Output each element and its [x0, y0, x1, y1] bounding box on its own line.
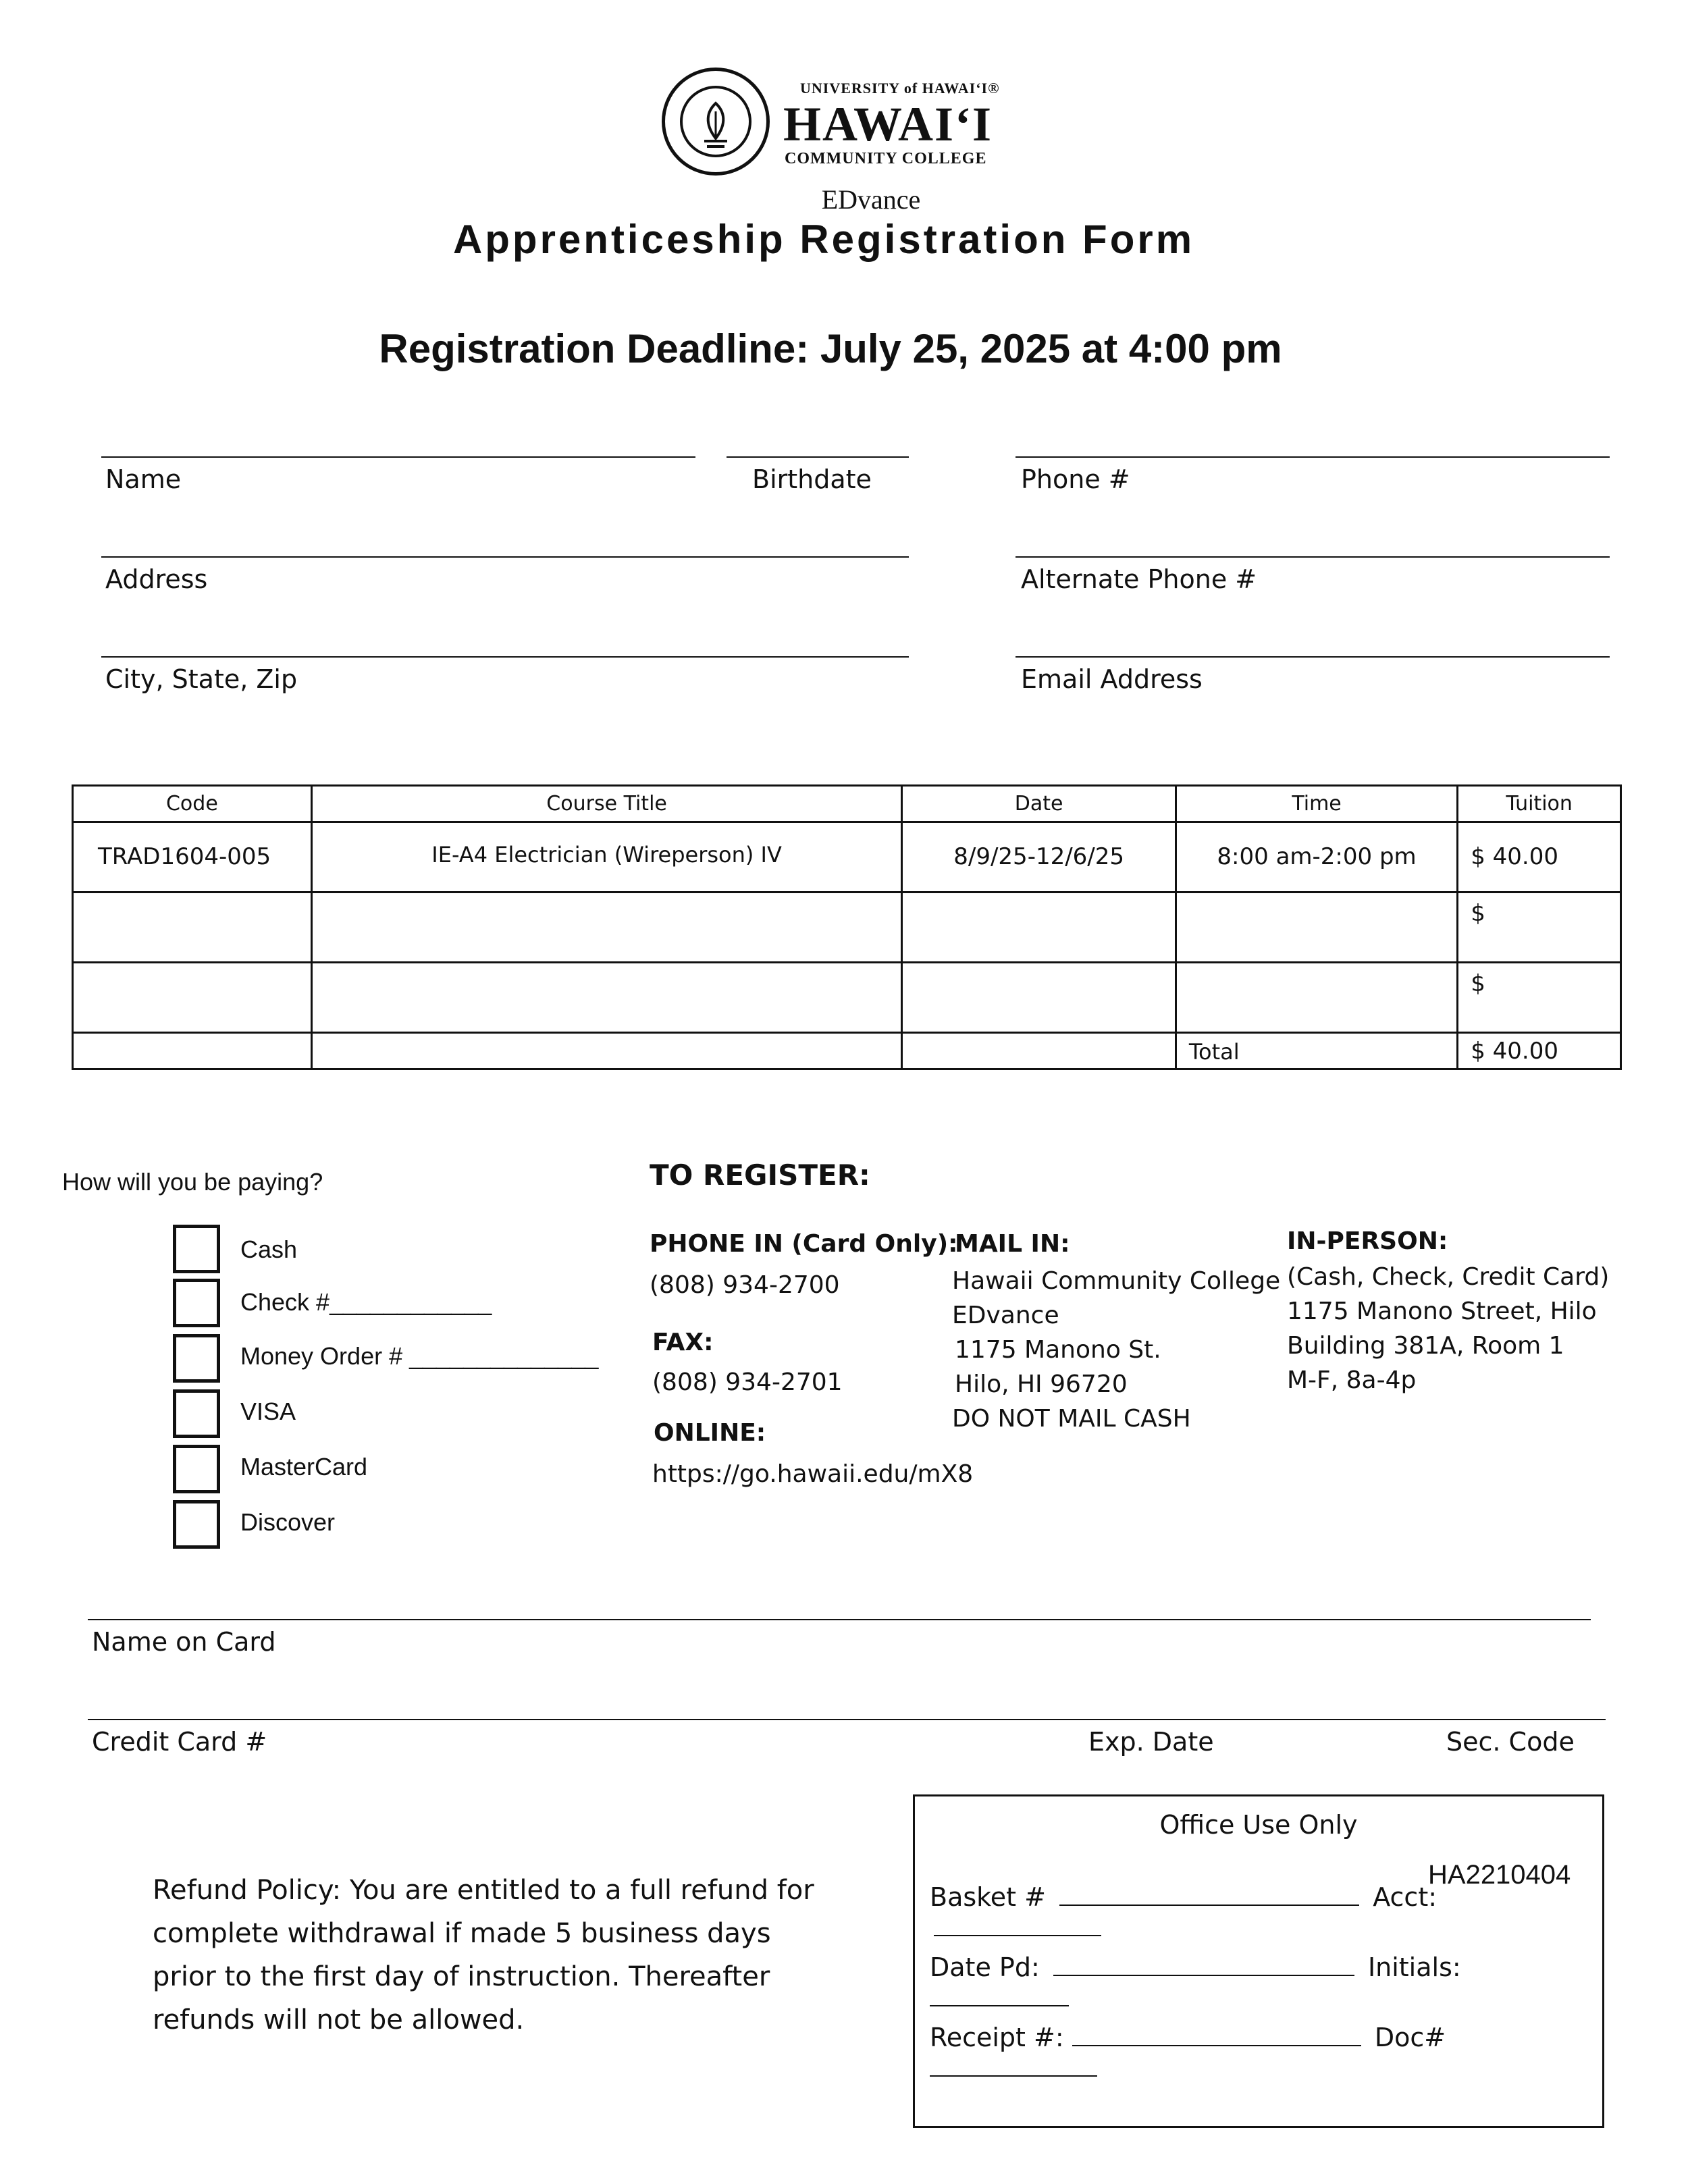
- course-tuition-cell[interactable]: $: [1458, 963, 1621, 1033]
- name-on-card-line[interactable]: [88, 1619, 1591, 1620]
- phone-field-line[interactable]: [1016, 456, 1610, 458]
- city-label: City, State, Zip: [105, 664, 298, 694]
- course-tuition-cell[interactable]: $ 40.00: [1458, 822, 1621, 893]
- mastercard-checkbox[interactable]: [173, 1445, 220, 1493]
- credit-card-line[interactable]: [88, 1719, 1606, 1720]
- course-title-cell[interactable]: [311, 893, 902, 963]
- fax-number: (808) 934-2701: [652, 1368, 843, 1396]
- birthdate-label: Birthdate: [752, 464, 872, 494]
- mail-line: Hilo, HI 96720: [955, 1370, 1128, 1398]
- mail-line: EDvance: [952, 1302, 1059, 1329]
- doc-label: Doc#: [1374, 2023, 1446, 2052]
- online-heading: ONLINE:: [654, 1419, 766, 1447]
- mail-in-heading: MAIL IN:: [955, 1230, 1070, 1258]
- course-time-cell[interactable]: 8:00 am-2:00 pm: [1176, 822, 1457, 893]
- address-field-line[interactable]: [101, 556, 909, 558]
- phone-in-heading: PHONE IN (Card Only):: [650, 1230, 958, 1258]
- course-tuition-cell[interactable]: $: [1458, 893, 1621, 963]
- money-order-checkbox[interactable]: [173, 1334, 220, 1383]
- college-name: HAWAIʻI: [783, 97, 993, 151]
- name-label: Name: [105, 464, 182, 494]
- course-time-cell[interactable]: [1176, 893, 1457, 963]
- check-checkbox[interactable]: [173, 1279, 220, 1327]
- initials-label: Initials:: [1367, 1952, 1461, 1982]
- course-time-cell[interactable]: [1176, 963, 1457, 1033]
- course-table: [72, 784, 1622, 1070]
- table-row: [73, 893, 1621, 963]
- header-time: Time: [1176, 786, 1457, 822]
- in-person-info: [1287, 1260, 1609, 1397]
- check-label: Check #____________: [240, 1288, 492, 1316]
- form-title: Apprenticeship Registration Form: [452, 217, 1195, 262]
- in-person-line: Building 381A, Room 1: [1287, 1332, 1564, 1360]
- cash-checkbox[interactable]: [173, 1225, 220, 1273]
- mail-line: Hawaii Community College: [952, 1267, 1281, 1295]
- office-use-box: [913, 1794, 1604, 2128]
- register-heading: TO REGISTER:: [650, 1158, 870, 1192]
- header-tuition: Tuition: [1458, 786, 1621, 822]
- course-code-cell[interactable]: [73, 893, 312, 963]
- total-empty-cell: [311, 1033, 902, 1069]
- address-label: Address: [105, 564, 208, 594]
- total-label: Total: [1176, 1033, 1457, 1069]
- in-person-line: 1175 Manono Street, Hilo: [1287, 1298, 1597, 1325]
- course-date-cell[interactable]: [902, 893, 1176, 963]
- program-name: EDvance: [821, 184, 921, 215]
- table-row: [73, 963, 1621, 1033]
- in-person-line: (Cash, Check, Credit Card): [1287, 1263, 1610, 1291]
- acct-value: HA2210404: [1428, 1860, 1571, 1890]
- college-seal: [662, 68, 770, 176]
- refund-policy: Refund Policy: You are entitled to a full refund for complete withdrawal if made 5 business days prior to the first day of instruction. Thereafter refunds will not be allowed.: [153, 1875, 814, 2035]
- city-field-line[interactable]: [101, 656, 909, 658]
- course-date-cell[interactable]: 8/9/25-12/6/25: [902, 822, 1176, 893]
- basket-field[interactable]: [1059, 1882, 1359, 1906]
- date-paid-label: Date Pd:: [930, 1952, 1040, 1982]
- birthdate-field-line[interactable]: [727, 456, 909, 458]
- date-paid-field[interactable]: [1053, 1952, 1354, 1976]
- alt-phone-field-line[interactable]: [1016, 556, 1610, 558]
- fax-heading: FAX:: [652, 1329, 714, 1356]
- college-subtitle: COMMUNITY COLLEGE: [785, 150, 987, 167]
- sec-code-label: Sec. Code: [1446, 1727, 1575, 1757]
- header-date: Date: [902, 786, 1176, 822]
- table-header-row: [73, 786, 1621, 822]
- money-order-label: Money Order # ______________: [240, 1342, 599, 1370]
- online-url[interactable]: https://go.hawaii.edu/mX8: [652, 1460, 974, 1488]
- phone-in-number: (808) 934-2700: [650, 1271, 840, 1299]
- phone-label: Phone #: [1021, 464, 1130, 494]
- exp-date-label: Exp. Date: [1088, 1727, 1214, 1757]
- email-field-line[interactable]: [1016, 656, 1610, 658]
- email-label: Email Address: [1021, 664, 1203, 694]
- cash-label: Cash: [240, 1235, 298, 1263]
- header-course-title: Course Title: [311, 786, 902, 822]
- discover-label: Discover: [240, 1508, 336, 1536]
- course-date-cell[interactable]: [902, 963, 1176, 1033]
- doc-field[interactable]: [930, 2052, 1097, 2077]
- discover-checkbox[interactable]: [173, 1500, 220, 1549]
- seal-emblem-icon: [665, 71, 766, 172]
- course-title-cell[interactable]: [311, 963, 902, 1033]
- total-empty-cell: [73, 1033, 312, 1069]
- basket-row: [930, 1882, 1602, 1942]
- mail-line: 1175 Manono St.: [955, 1336, 1161, 1364]
- acct-field[interactable]: [934, 1912, 1101, 1936]
- table-row: [73, 822, 1621, 893]
- course-code-cell[interactable]: TRAD1604-005: [73, 822, 312, 893]
- visa-checkbox[interactable]: [173, 1389, 220, 1438]
- mastercard-label: MasterCard: [240, 1453, 368, 1481]
- university-label: UNIVERSITY of HAWAIʻI®: [800, 80, 1000, 97]
- visa-label: VISA: [240, 1397, 296, 1425]
- total-empty-cell: [902, 1033, 1176, 1069]
- date-paid-row: [930, 1952, 1602, 2013]
- name-on-card-label: Name on Card: [92, 1627, 276, 1657]
- credit-card-label: Credit Card #: [92, 1727, 267, 1757]
- header-code: Code: [73, 786, 312, 822]
- mail-in-address: [952, 1264, 1280, 1436]
- office-use-title: Office Use Only: [1159, 1810, 1358, 1840]
- course-code-cell[interactable]: [73, 963, 312, 1033]
- mail-line: DO NOT MAIL CASH: [952, 1405, 1191, 1433]
- receipt-label: Receipt #:: [930, 2023, 1064, 2052]
- initials-field[interactable]: [930, 1982, 1069, 2006]
- name-field-line[interactable]: [101, 456, 695, 458]
- basket-label: Basket #: [930, 1882, 1047, 1912]
- alt-phone-label: Alternate Phone #: [1021, 564, 1257, 594]
- total-row: [73, 1033, 1621, 1069]
- registration-deadline: Registration Deadline: July 25, 2025 at 4:00 pm: [379, 326, 1282, 371]
- receipt-row: [930, 2022, 1602, 2083]
- acct-label: Acct:: [1373, 1882, 1438, 1912]
- payment-question: How will you be paying?: [62, 1168, 323, 1196]
- course-title-cell[interactable]: IE-A4 Electrician (Wireperson) IV: [311, 822, 902, 893]
- in-person-heading: IN-PERSON:: [1287, 1227, 1448, 1255]
- total-value: $ 40.00: [1458, 1033, 1621, 1069]
- receipt-field[interactable]: [1072, 2022, 1361, 2046]
- in-person-line: M-F, 8a-4p: [1287, 1366, 1417, 1394]
